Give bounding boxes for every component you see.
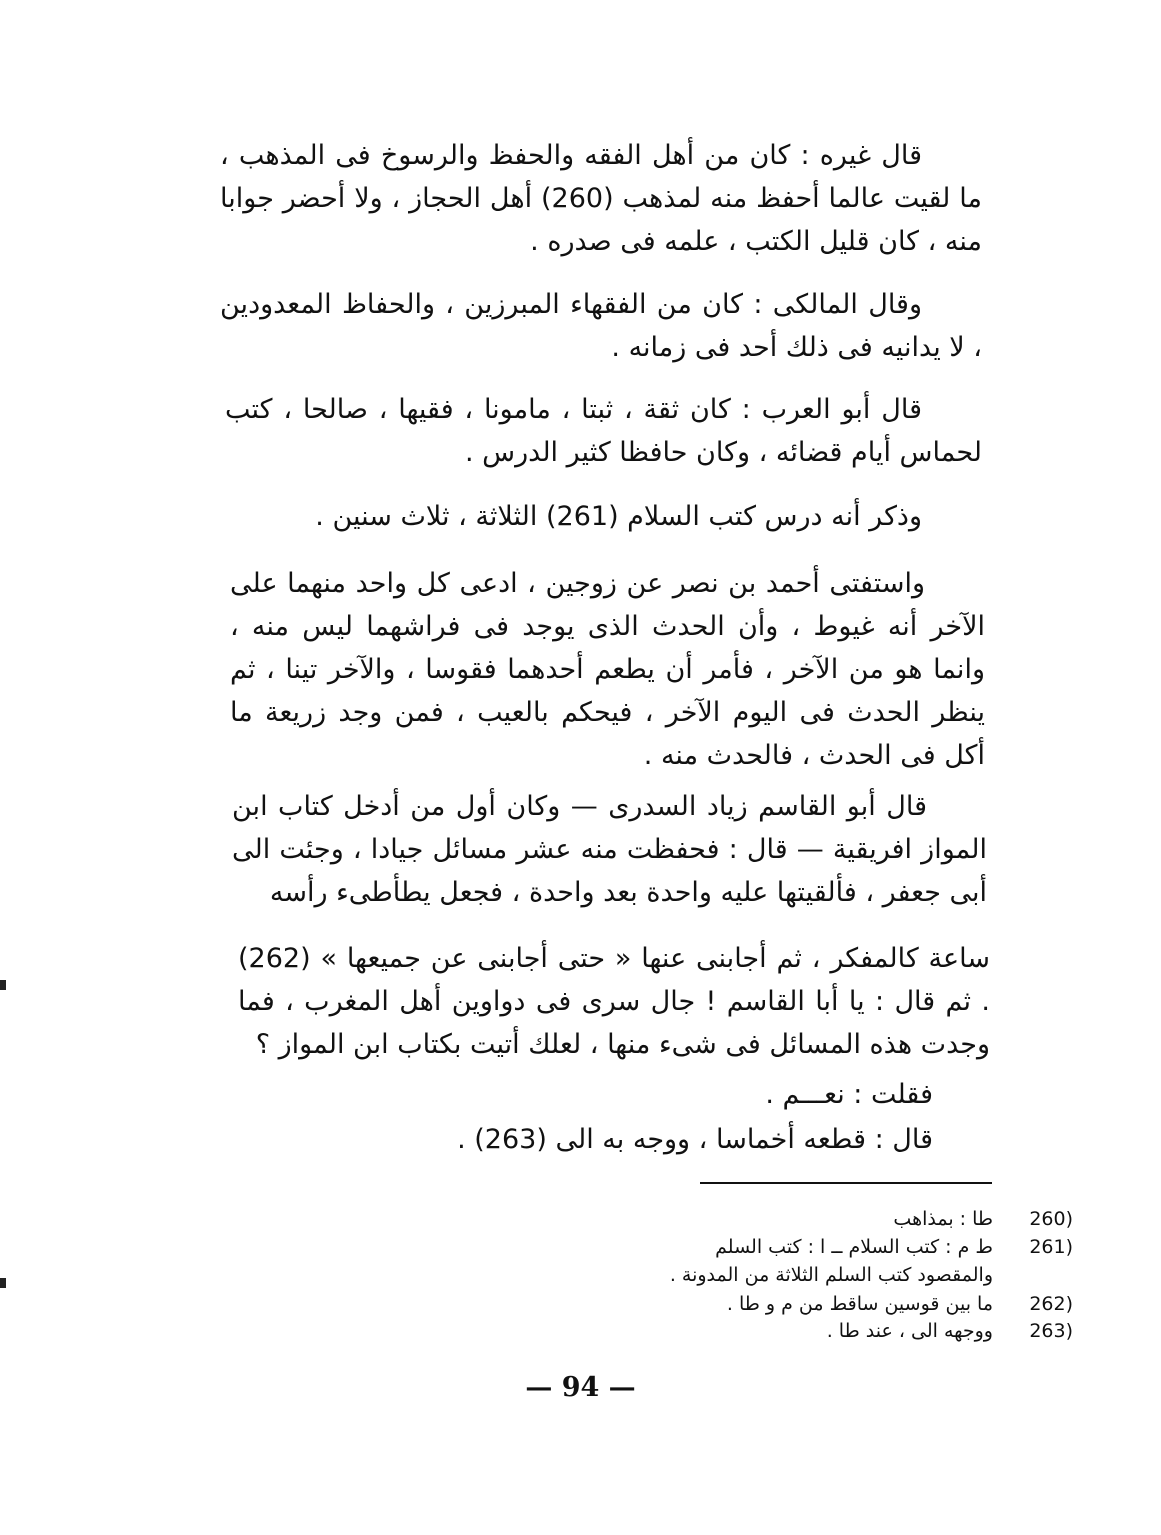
- footnote-number: 261): [1029, 1236, 1073, 1258]
- footnote-261-continued: [670, 1262, 993, 1288]
- dialogue-line-final: قال : قطعه أخماسا ، ووجه به الى (263) .: [457, 1124, 933, 1155]
- footnote-261: [715, 1234, 1073, 1260]
- paragraph-7: ساعة كالمفكر ، ثم أجابنى عنها « حتى أجابنى عن جميعها » (262) . ثم قال : يا أبا القاسم ! جال سرى فى دواوين أهل المغرب ، فما وجدت هذه المسائل فى شىء منها ، لعلك أتيت بكتاب ابن المواز ؟: [238, 943, 990, 1060]
- paragraph-3: قال أبو العرب : كان ثقة ، ثبتا ، مامونا ، فقيها ، صالحا ، كتب لحماس أيام قضائه ، وكان حافظا كثير الدرس .: [225, 394, 982, 468]
- footnote-separator: [700, 1182, 992, 1184]
- footnote-263: [826, 1318, 1073, 1344]
- footnote-text: ووجهه الى ، عند طا .: [826, 1320, 993, 1342]
- scan-margin-mark: [0, 1278, 6, 1288]
- footnote-number: 263): [1029, 1320, 1073, 1342]
- dialogue-line-reply: فقلت : نعـــم .: [765, 1079, 933, 1110]
- footnote-text: والمقصود كتب السلم الثلاثة من المدونة .: [669, 1264, 993, 1286]
- footnote-number: 262): [1029, 1293, 1073, 1315]
- footnote-260: [893, 1206, 1073, 1232]
- page-number: — 94 —: [525, 1372, 636, 1403]
- footnote-text: ما بين قوسين ساقط من م و طا .: [726, 1293, 993, 1315]
- paragraph-1: قال غيره : كان من أهل الفقه والحفظ والرسوخ فى المذهب ، ما لقيت عالما أحفظ منه لمذهب (260) أهل الحجاز ، ولا أحضر جوابا منه ، كان قليل الكتب ، علمه فى صدره .: [220, 140, 982, 257]
- scan-margin-mark: [0, 980, 6, 990]
- footnote-text: ط م : كتب السلام ــ ا : كتب السلم: [715, 1236, 993, 1258]
- paragraph-6: قال أبو القاسم زياد السدرى — وكان أول من أدخل كتاب ابن المواز افريقية — قال : فحفظت منه عشر مسائل جيادا ، وجئت الى أبى جعفر ، فألقيتها عليه واحدة بعد واحدة ، فجعل يطأطىء رأسه: [232, 791, 987, 908]
- footnote-number: 260): [1029, 1208, 1073, 1230]
- paragraph-4: وذكر أنه درس كتب السلام (261) الثلاثة ، ثلاث سنين .: [315, 501, 922, 532]
- footnote-262: [726, 1291, 1073, 1317]
- paragraph-2: وقال المالكى : كان من الفقهاء المبرزين ، والحفاظ المعدودين ، لا يدانيه فى ذلك أحد فى زمانه .: [220, 289, 982, 363]
- paragraph-5: واستفتى أحمد بن نصر عن زوجين ، ادعى كل واحد منهما على الآخر أنه غيوط ، وأن الحدث الذى يوجد فى فراشهما ليس منه ، وانما هو من الآخر ، فأمر أن يطعم أحدهما فقوسا ، والآخر تينا ، ثم ينظر الحدث فى اليوم الآخر ، فيحكم بالعيب ، فمن وجد زريعة ما أكل فى الحدث ، فالحدث منه .: [230, 568, 985, 771]
- footnote-text: طا : بمذاهب: [893, 1208, 993, 1230]
